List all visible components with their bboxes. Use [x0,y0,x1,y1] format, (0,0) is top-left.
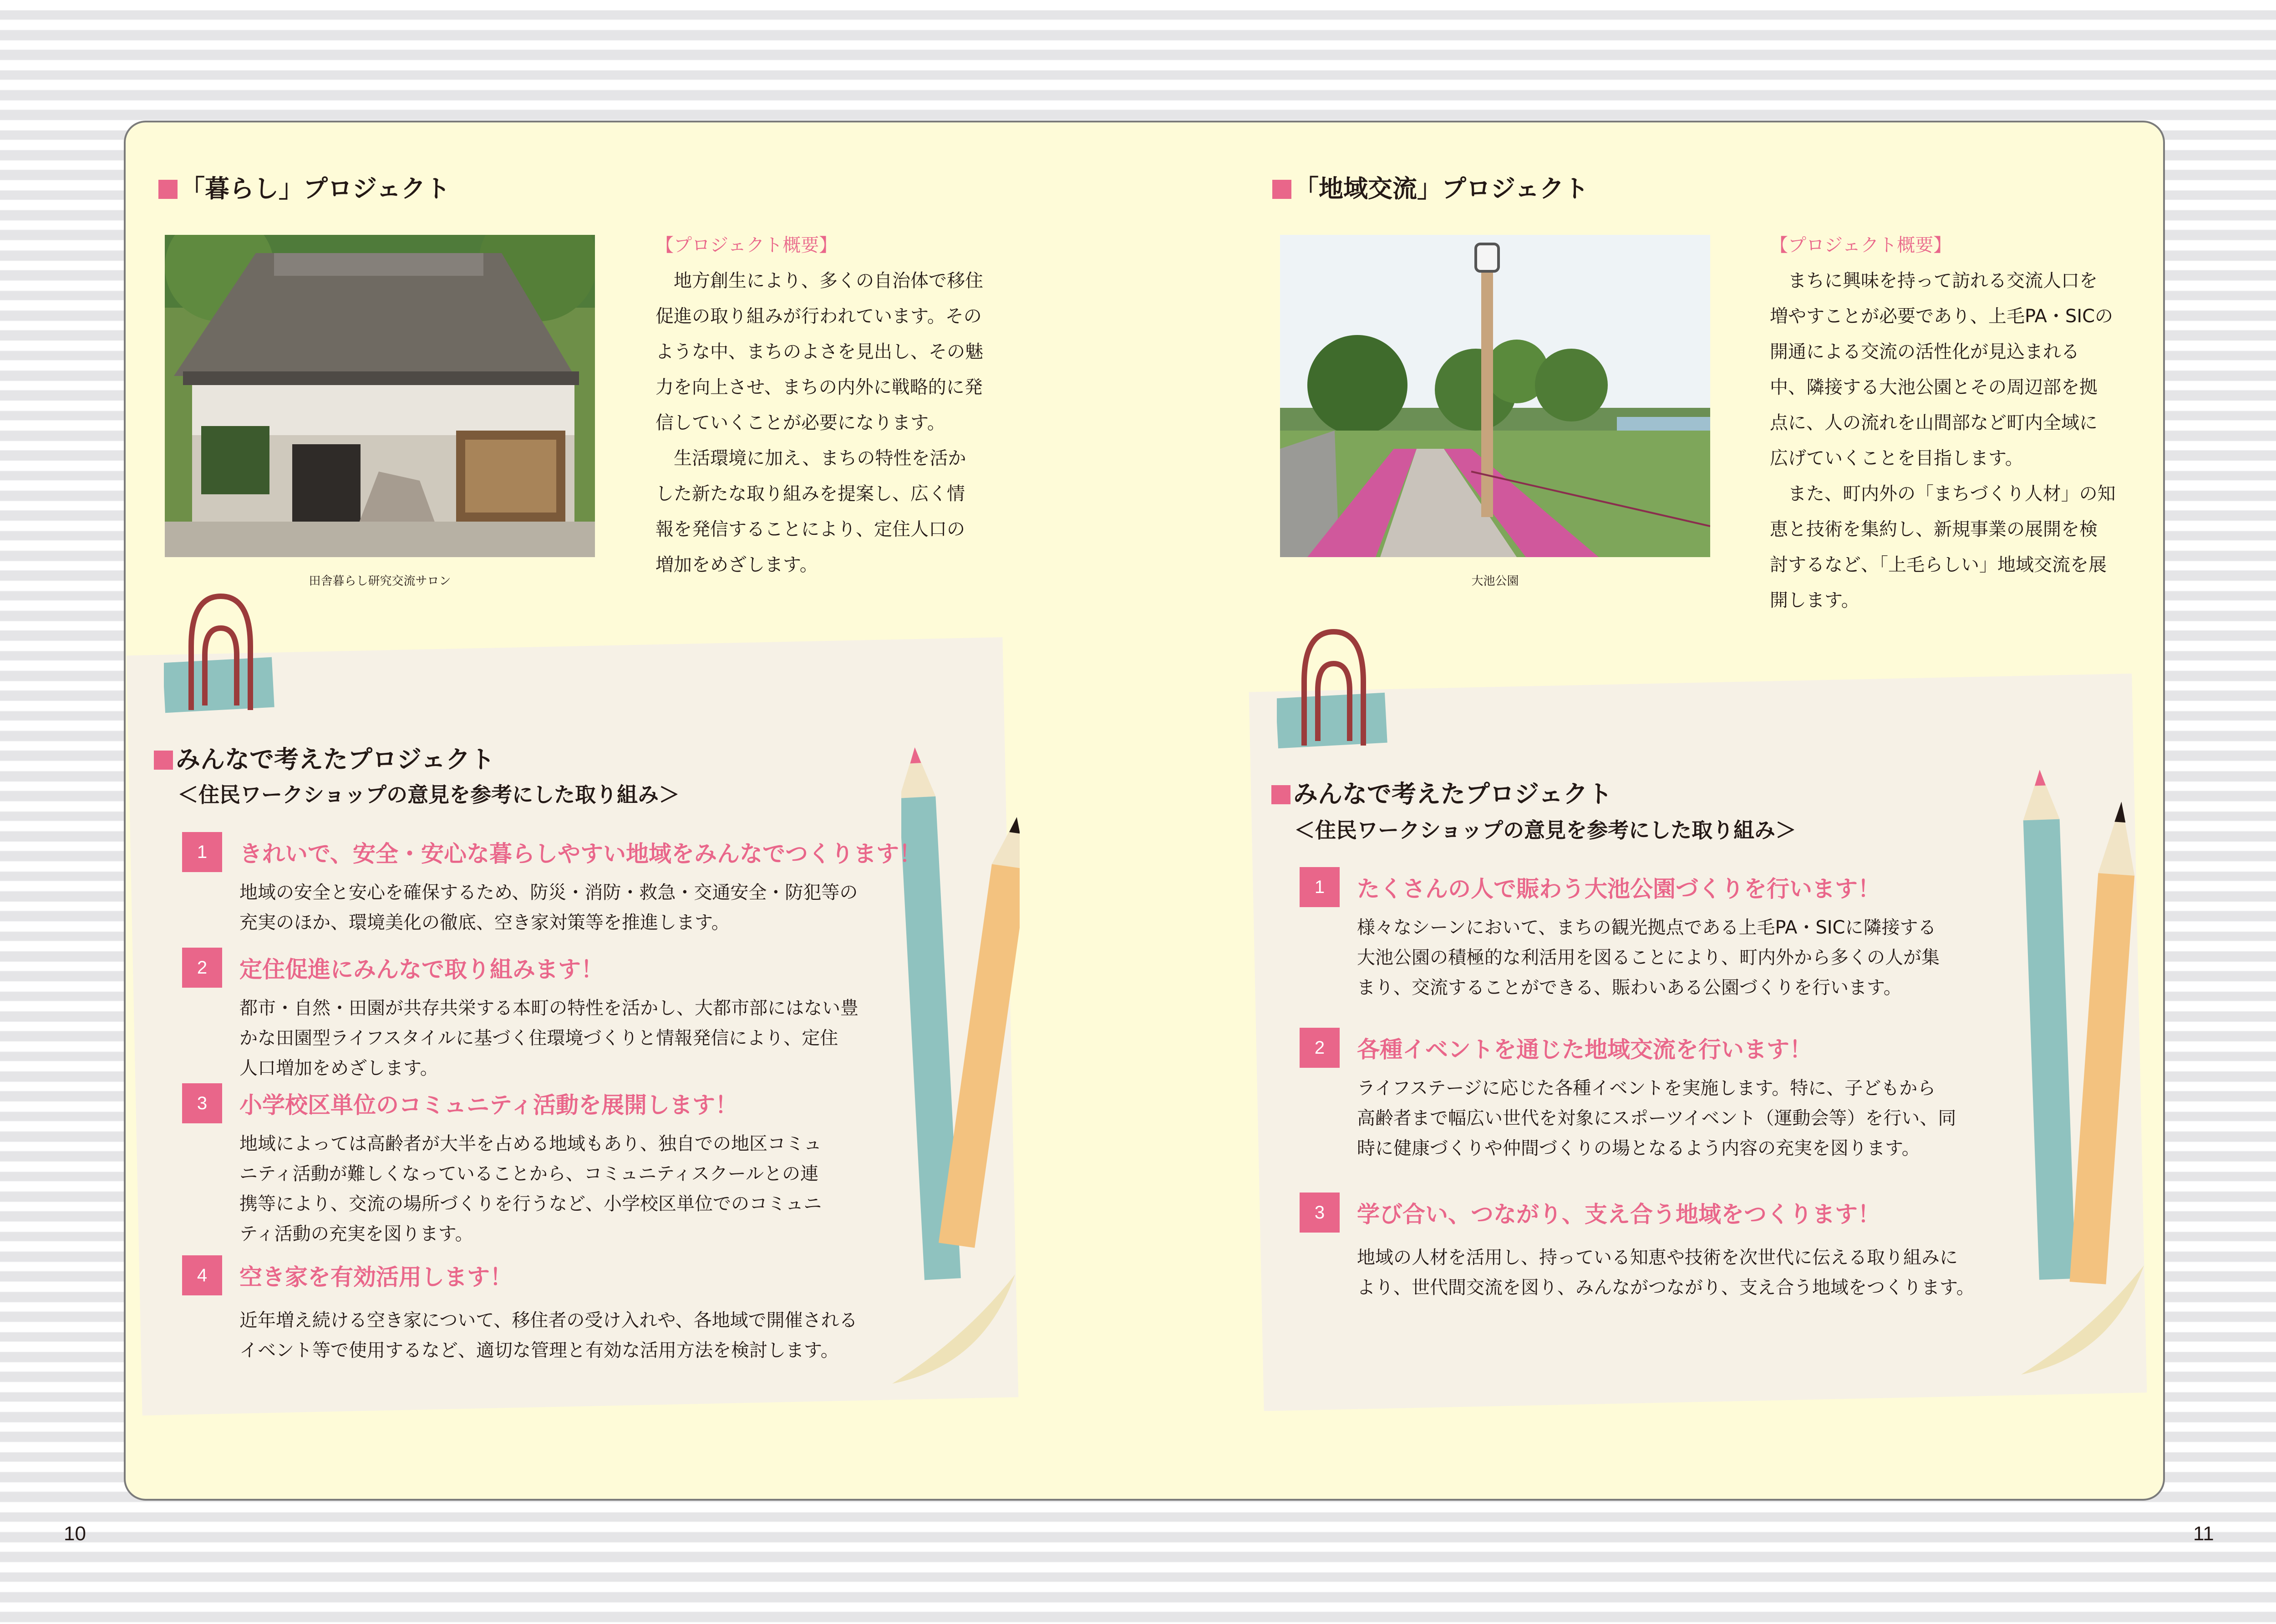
left-project-item [182,948,920,1093]
item-title: 各種イベントを通じた地域交流を行います！ [1357,1036,1812,1063]
item-title: 学び合い、つながり、支え合う地域をつくります！ [1357,1201,1880,1228]
item-text: 地域によっては高齢者が大半を占める地域もあり、独自での地区コミュ ニティ活動が難しくなっていることから、コミュニティスクールとの連 携等により、交流の場所づくりを行うなど、小学校区単位でのコミュニ ティ活動の充実を図ります。 [239,1133,822,1244]
left-project-item [182,832,920,950]
right-section-title: 「地域交流」プロジェクト [1272,169,1589,204]
left-project-item [182,1255,920,1374]
left-overview [655,228,1020,583]
right-overview [1770,228,2134,618]
item-title: 空き家を有効活用します！ [239,1264,513,1290]
binder-clip-icon [164,587,278,724]
item-number-badge: 2 [182,948,222,988]
item-title: きれいで、安全・安心な暮らしやすい地域をみんなでつくります！ [239,841,922,867]
item-text: 近年増え続ける空き家について、移住者の受け入れや、各地域で開催される イベント等で使用するなど、適切な管理と有効な活用方法を検討します。 [239,1310,858,1361]
left-project-item [182,1083,920,1261]
item-text: 都市・自然・田園が共存共栄する本町の特性を活かし、大都市部にはない豊 かな田園型ライフスタイルに基づく住環境づくりと情報発信により、定住 人口増加をめざします。 [239,998,859,1079]
left-photo-farmhouse [165,235,595,557]
right-project-item [1300,1028,2037,1164]
left-photo-caption: 田舎暮らし研究交流サロン [309,574,451,588]
right-photo-caption: 大池公園 [1471,574,1519,588]
item-number-badge: 3 [182,1083,222,1123]
left-card-subtitle: ＜住民ワークショップの意見を参考にした取り組み＞ [178,782,680,807]
binder-clip-icon [1277,623,1391,759]
item-text: 地域の安全と安心を確保するため、防災・消防・救急・交通安全・防犯等の 充実のほか、環境美化の徹底、空き家対策等を推進します。 [239,882,858,933]
item-number-badge: 1 [182,832,222,872]
item-title: 小学校区単位のコミュニティ活動を展開します！ [239,1092,738,1118]
left-card-title: みんなで考えたプロジェクト [154,740,495,775]
item-text: 地域の人材を活用し、持っている知恵や技術を次世代に伝える取り組みに より、世代間交流を図り、みんながつながり、支え合う地域をつくります。 [1357,1247,1975,1298]
pencil-icon [2021,746,2139,1302]
item-text: ライフステージに応じた各種イベントを実施します。特に、子どもから 高齢者まで幅広い世代を対象にスポーツイベント（運動会等）を行い、同 時に健康づくりや仲間づくりの場となるよう内容の充実を図ります。 [1357,1078,1956,1159]
pink-square-icon [158,180,178,199]
overview-paragraph: 生活環境に加え、まちの特性を活か した新たな取り組みを提案し、広く情 報を発信することにより、定住人口の 増加をめざします。 [655,448,966,575]
page-curl-icon [2021,1265,2149,1384]
page-number-right: 11 [2193,1522,2214,1545]
overview-paragraph: 地方創生により、多くの自治体で移住 促進の取り組みが行われています。その ような中、まちのよさを見出し、その魅 力を向上させ、まちの内外に戦略的に発 信していくことが必要になります。 [655,270,983,433]
left-section-title: 「暮らし」プロジェクト [158,169,450,204]
overview-heading: 【プロジェクト概要】 [655,235,838,256]
right-project-item [1300,1193,2037,1311]
right-project-item [1300,867,2037,1004]
pink-square-icon [1271,785,1290,804]
right-card-subtitle: ＜住民ワークショップの意見を参考にした取り組み＞ [1294,818,1797,842]
item-text: 様々なシーンにおいて、まちの観光拠点である上毛PA・SICに隣接する 大池公園の積極的な利活用を図ることにより、町内外から多くの人が集 まり、交流することができる、賑わいある公園づくりを行います。 [1357,917,1940,998]
overview-heading: 【プロジェクト概要】 [1770,235,1952,256]
page-number-left: 10 [64,1522,86,1545]
item-title: たくさんの人で賑わう大池公園づくりを行います！ [1357,876,1880,902]
right-card-title: みんなで考えたプロジェクト [1271,775,1612,810]
item-title: 定住促進にみんなで取り組みます！ [239,956,604,983]
item-number-badge: 4 [182,1255,222,1295]
pink-square-icon [1272,180,1291,199]
right-photo-park [1280,235,1710,557]
item-number-badge: 1 [1300,867,1340,907]
pink-square-icon [154,751,173,770]
overview-paragraph: まちに興味を持って訪れる交流人口を 増やすことが必要であり、上毛PA・SICの 開通による交流の活性化が見込まれる 中、隣接する大池公園とその周辺部を拠 点に、人の流れを山間部など町内全域に 広げていくことを目指します。 [1770,270,2113,469]
item-number-badge: 3 [1300,1193,1340,1233]
item-number-badge: 2 [1300,1028,1340,1068]
overview-paragraph: また、町内外の「まちづくり人材」の知 恵と技術を集約し、新規事業の展開を検 討するなど、「上毛らしい」地域交流を展 開します。 [1770,483,2116,611]
